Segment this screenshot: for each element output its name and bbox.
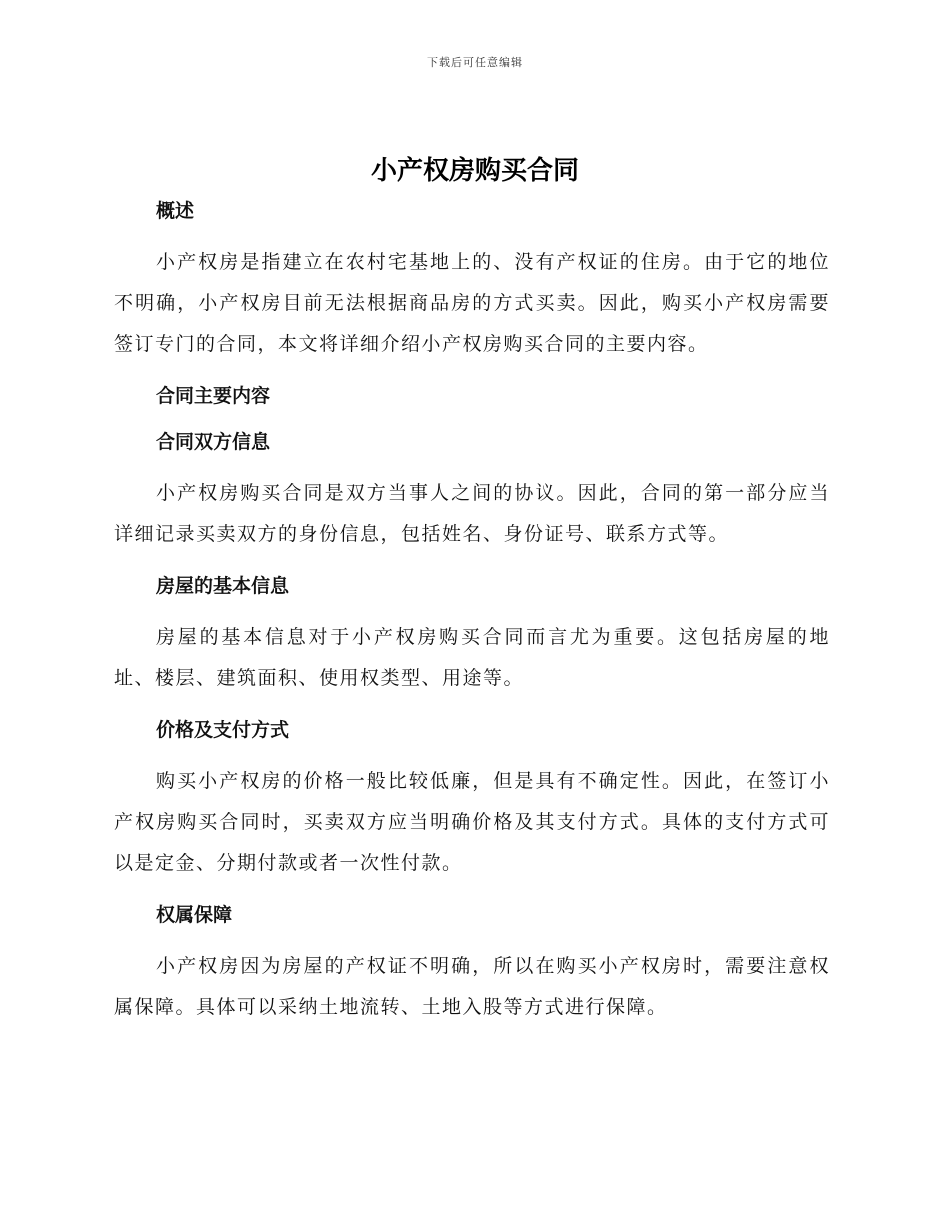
document-title: 小产权房购买合同 — [370, 156, 579, 186]
section-price-payment — [114, 715, 830, 900]
section-ownership-guarantee — [114, 900, 830, 1028]
section-property-info — [114, 571, 830, 715]
section-heading: 概述 — [156, 200, 195, 222]
section-parties — [114, 427, 830, 571]
section-paragraph: 购买小产权房的价格一般比较低廉，但是具有不确定性。因此，在签订小产权房购买合同时，买卖双方应当明确价格及其支付方式。具体的支付方式可以是定金、分期付款或者一次性付款。 — [114, 770, 830, 874]
section-heading: 价格及支付方式 — [156, 719, 290, 741]
section-heading: 权属保障 — [156, 904, 233, 926]
section-heading: 合同主要内容 — [156, 385, 271, 407]
section-heading: 房屋的基本信息 — [156, 575, 290, 597]
section-paragraph: 小产权房购买合同是双方当事人之间的协议。因此，合同的第一部分应当详细记录买卖双方的身份信息，包括姓名、身份证号、联系方式等。 — [114, 482, 830, 545]
section-overview — [114, 196, 830, 381]
section-main-content — [114, 381, 830, 427]
section-paragraph: 小产权房是指建立在农村宅基地上的、没有产权证的住房。由于它的地位不明确，小产权房目前无法根据商品房的方式买卖。因此，购买小产权房需要签订专门的合同，本文将详细介绍小产权房购买合同的主要内容。 — [114, 251, 830, 355]
header-note: 下载后可任意编辑 — [427, 56, 523, 69]
section-paragraph: 小产权房因为房屋的产权证不明确，所以在购买小产权房时，需要注意权属保障。具体可以采纳土地流转、土地入股等方式进行保障。 — [114, 955, 830, 1018]
section-paragraph: 房屋的基本信息对于小产权房购买合同而言尤为重要。这包括房屋的地址、楼层、建筑面积、使用权类型、用途等。 — [114, 626, 830, 689]
document-body — [114, 196, 830, 1028]
section-heading: 合同双方信息 — [156, 431, 271, 453]
